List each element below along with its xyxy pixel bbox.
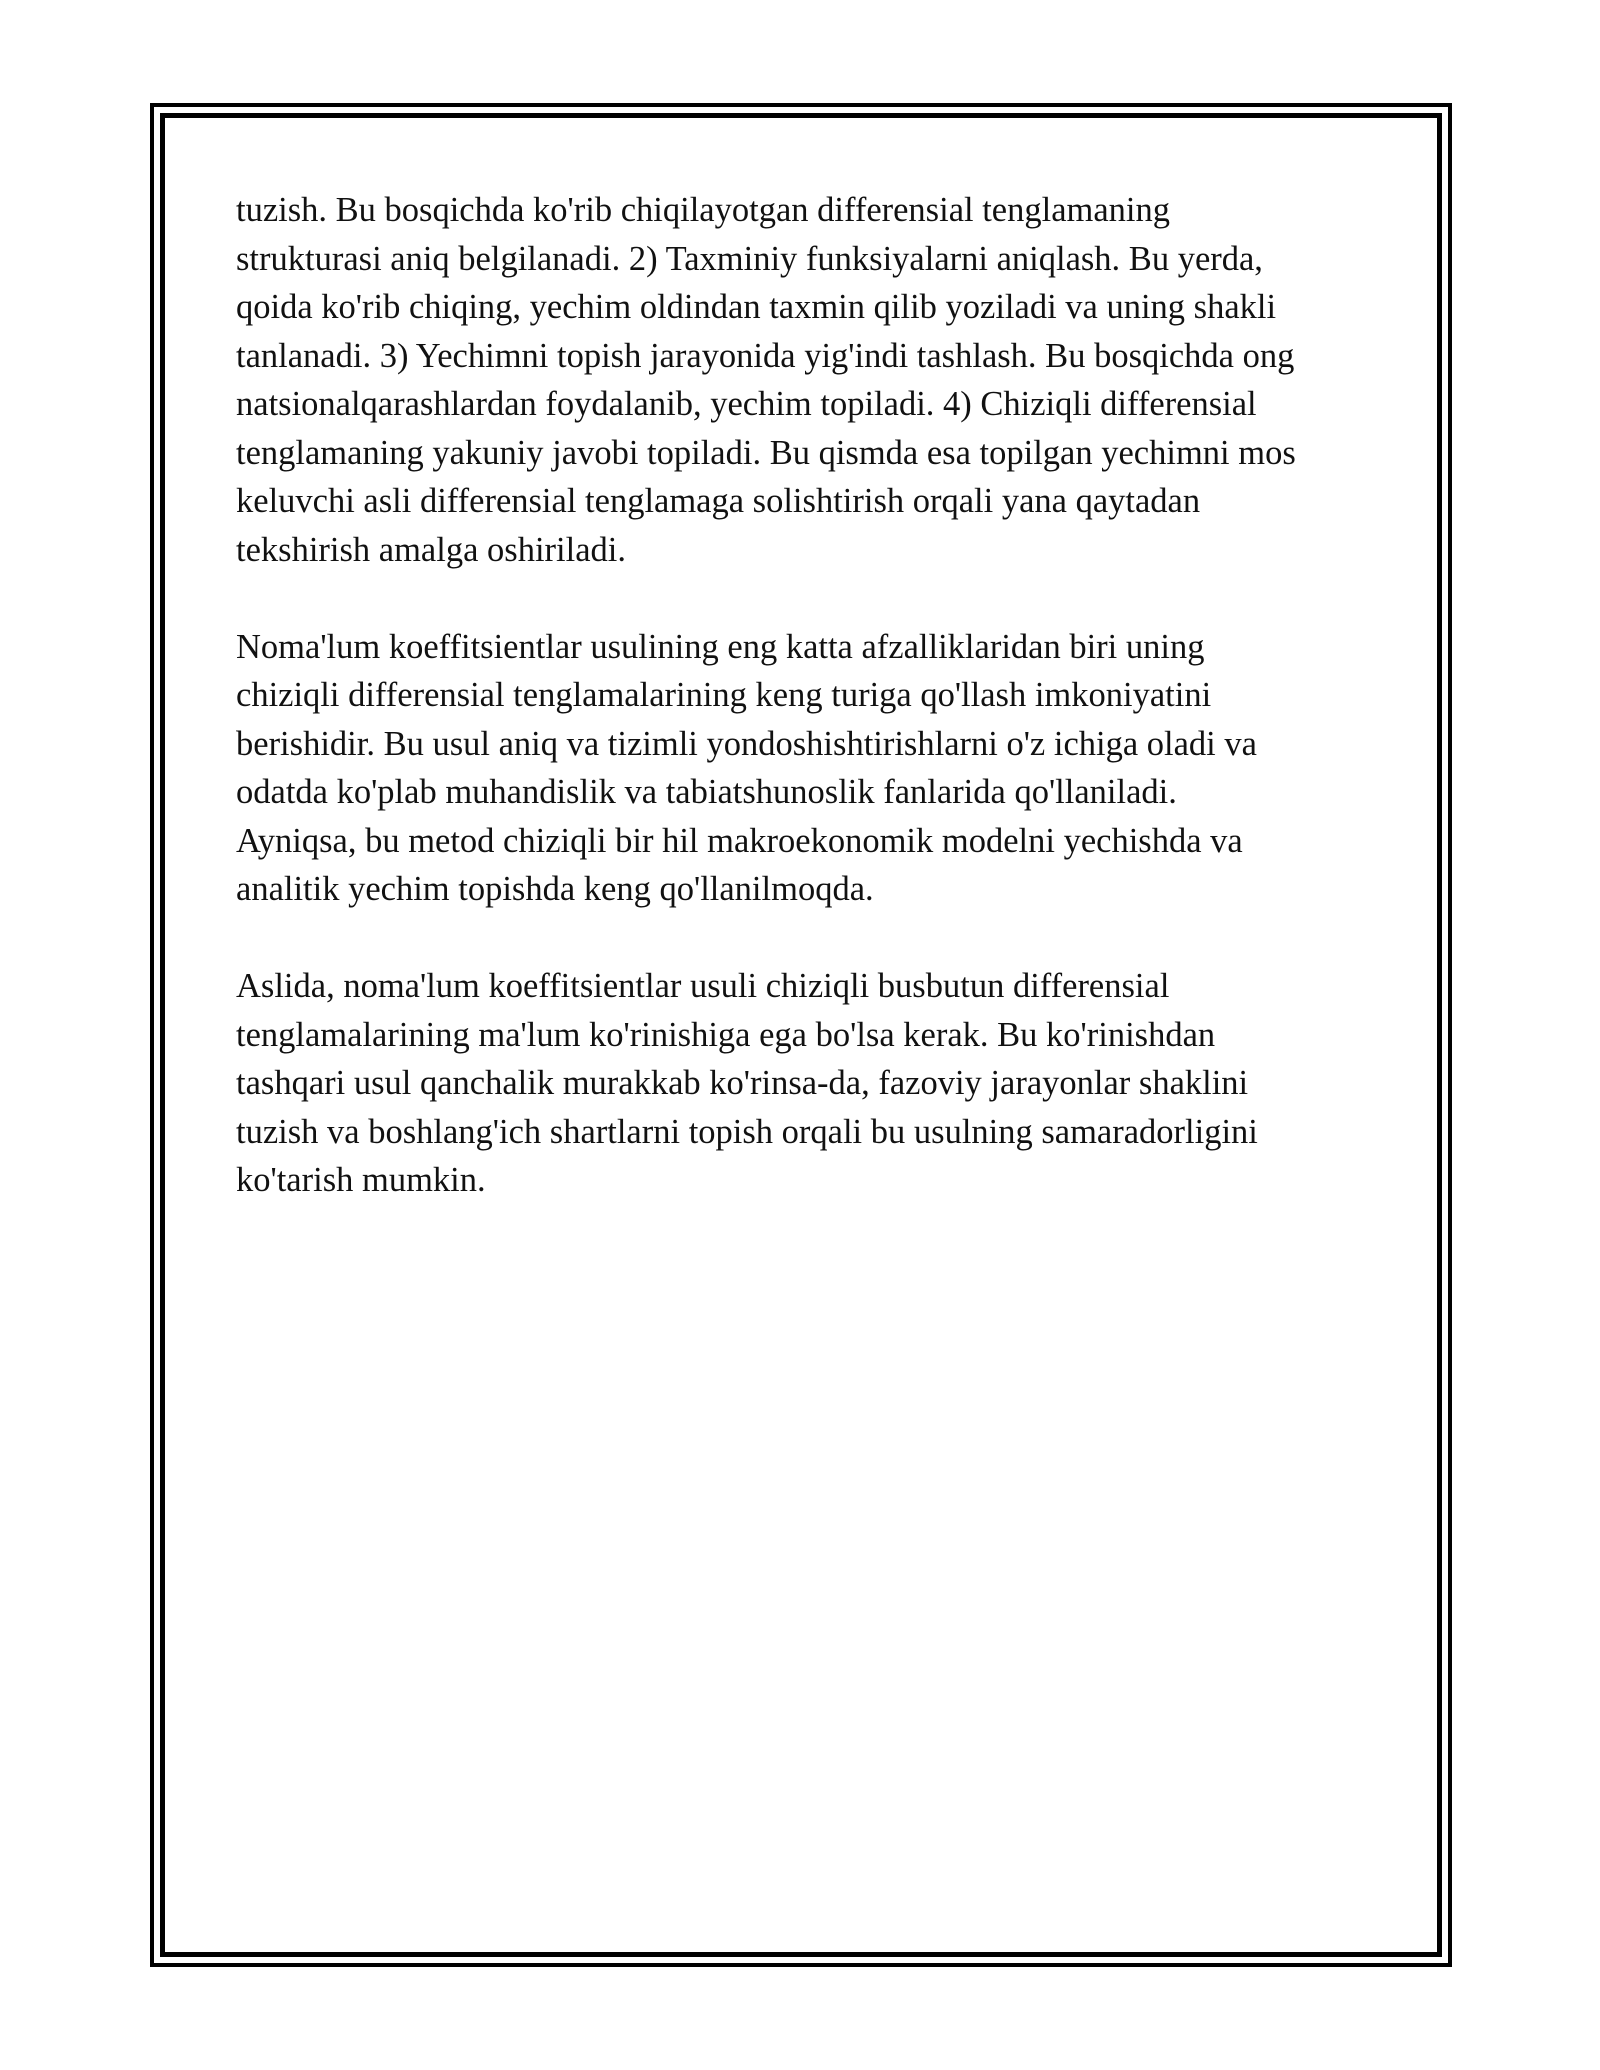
- paragraph-3: Aslida, noma'lum koeffitsientlar usuli chiziqli busbutun differensial tenglamalarining ma'lum ko'rinishiga ega bo'lsa kerak. Bu ko'rinishdan tashqari usul qanchalik murakkab ko'rinsa-da, fazoviy jarayonlar shaklini tuzish va boshlang'ich shartlarni topish orqali bu usulning samaradorligini ko'tarish mumkin.: [236, 967, 1258, 1199]
- paragraph-2: Noma'lum koeffitsientlar usulining eng katta afzalliklaridan biri uning chiziqli differensial tenglamalarining keng turiga qo'llash imkoniyatini berishidir. Bu usul aniq va tizimli yondoshishtirishlarni o'z ichiga oladi va odatda ko'plab muhandislik va tabiatshunoslik fanlarida qo'llaniladi. Ayniqsa, bu metod chiziqli bir hil makroekonomik modelni yechishda va analitik yechim topishda keng qo'llanilmoqda.: [236, 627, 1257, 908]
- document-body: [236, 186, 1386, 1253]
- paragraph-1: tuzish. Bu bosqichda ko'rib chiqilayotgan differensial tenglamaning strukturasi aniq belgilanadi. 2) Taxminiy funksiyalarni aniqlash. Bu yerda, qoida ko'rib chiqing, yechim oldindan taxmin qilib yoziladi va uning shakli tanlanadi. 3) Yechimni topish jarayonida yig'indi tashlash. Bu bosqichda ong natsionalqarashlardan foydalanib, yechim topiladi. 4) Chiziqli differensial tenglamaning yakuniy javobi topiladi. Bu qismda esa topilgan yechimni mos keluvchi asli differensial tenglamaga solishtirish orqali yana qaytadan tekshirish amalga oshiriladi.: [236, 191, 1296, 569]
